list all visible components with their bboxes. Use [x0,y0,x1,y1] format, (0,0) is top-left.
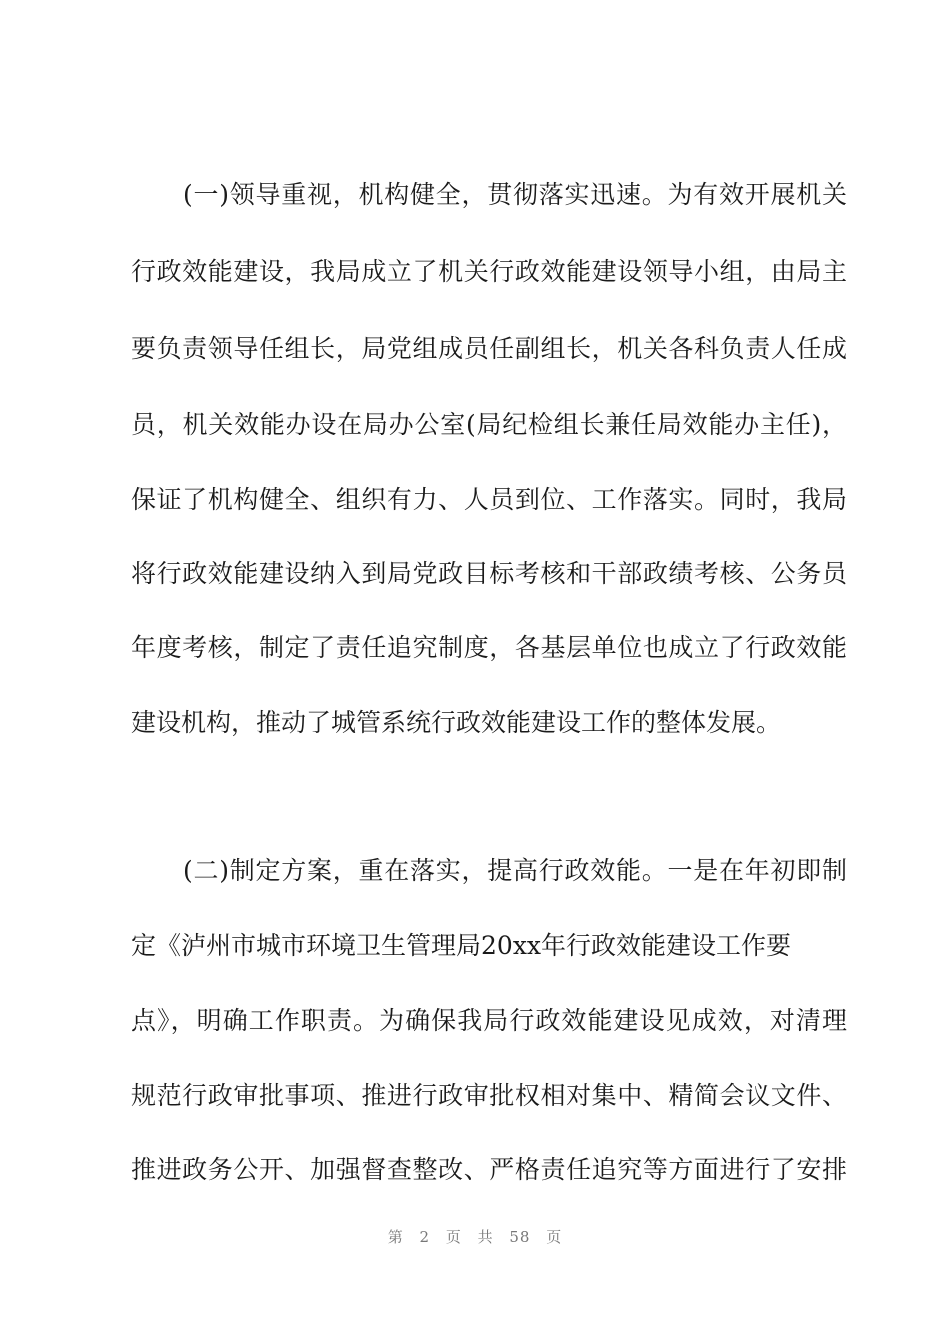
paragraph-1-line-7: 年度考核，制定了责任追究制度，各基层单位也成立了行政效能 [131,633,847,662]
paragraph-2-line-1: (二)制定方案，重在落实，提高行政效能。一是在年初即制 [183,856,847,885]
paragraph-2-line-4: 规范行政审批事项、推进行政审批权相对集中、精简会议文件、 [131,1081,847,1110]
paragraph-1-line-8: 建设机构，推动了城管系统行政效能建设工作的整体发展。 [131,708,782,737]
page-number-footer: 第 2 页 共 58 页 [387,1228,563,1246]
paragraph-1-line-3: 要负责领导任组长，局党组成员任副组长，机关各科负责人任成 [131,334,847,363]
paragraph-1-line-4: 员，机关效能办设在局办公室(局纪检组长兼任局效能办主任)， [131,410,847,439]
paragraph-1-line-2: 行政效能建设，我局成立了机关行政效能建设领导小组，由局主 [131,257,847,286]
paragraph-2-line-5: 推进政务公开、加强督查整改、严格责任追究等方面进行了安排 [131,1155,847,1184]
paragraph-1-line-1: (一)领导重视，机构健全，贯彻落实迅速。为有效开展机关 [183,180,847,209]
paragraph-2-line-2: 定《泸州市城市环境卫生管理局20xx年行政效能建设工作要 [131,931,792,960]
paragraph-1-line-6: 将行政效能建设纳入到局党政目标考核和干部政绩考核、公务员 [131,559,847,588]
paragraph-2-line-3: 点》，明确工作职责。为确保我局行政效能建设见成效，对清理 [131,1006,847,1035]
paragraph-1-line-5: 保证了机构健全、组织有力、人员到位、工作落实。同时，我局 [131,485,847,514]
